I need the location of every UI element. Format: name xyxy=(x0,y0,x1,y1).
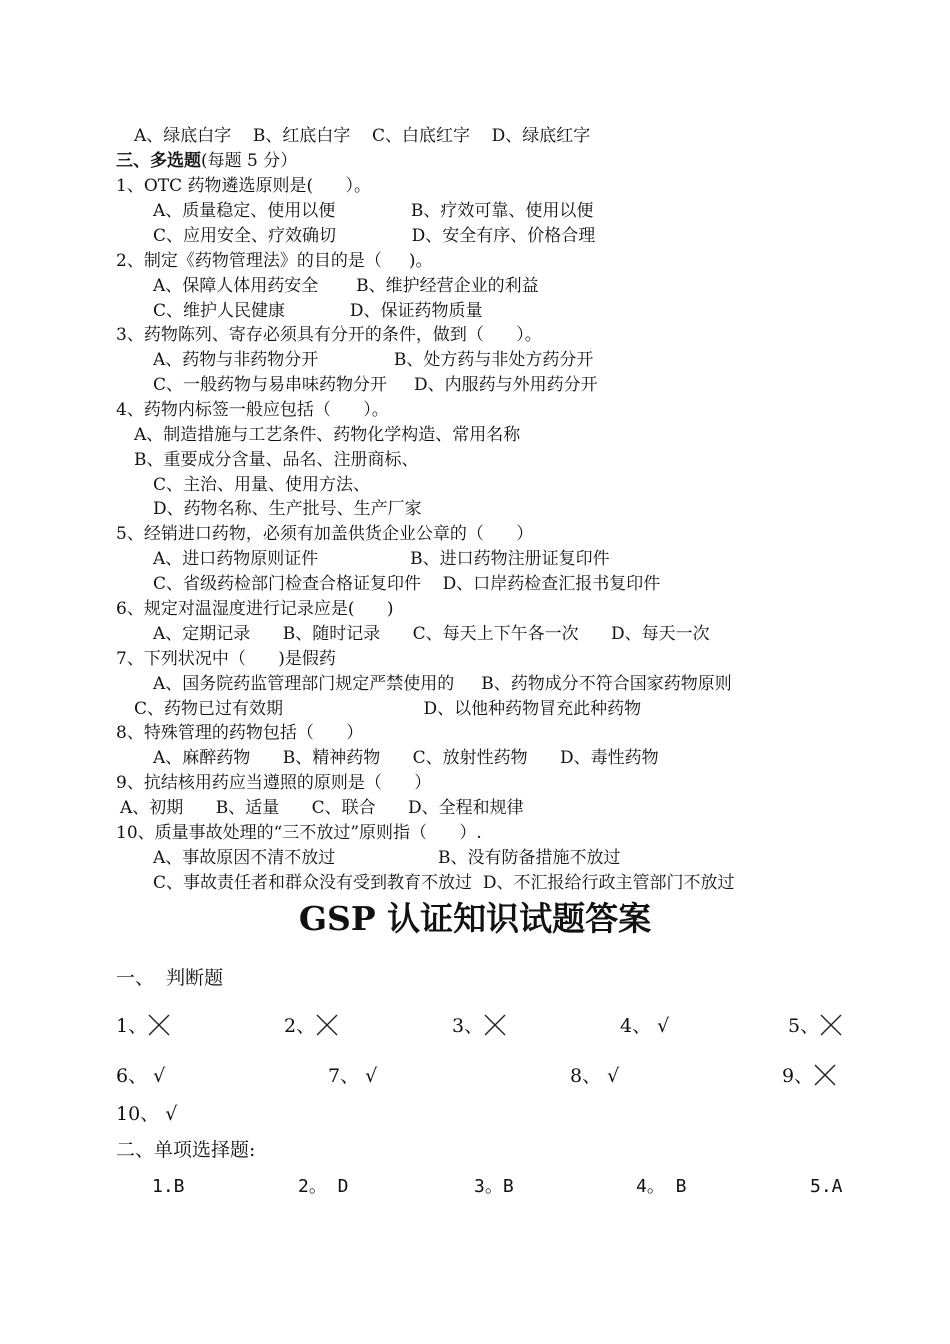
judge-answer-number: 8、 xyxy=(570,1065,608,1087)
single-answer: 5.A xyxy=(810,1176,843,1197)
judge-answer-number: 1、 xyxy=(116,1015,148,1037)
judge-answer xyxy=(782,1062,837,1090)
question-stem: 6、规定对温湿度进行记录应是( ) xyxy=(116,599,394,619)
judge-answer-number: 7、 xyxy=(328,1065,366,1087)
single-answer: 3。B xyxy=(474,1176,514,1197)
question-options: A、保障人体用药安全 B、维护经营企业的利益 xyxy=(153,276,539,296)
question-option: A、制造措施与工艺条件、药物化学构造、常用名称 xyxy=(134,425,521,445)
question-options: C、省级药检部门检查合格证复印件 D、口岸药检查汇报书复印件 xyxy=(153,574,661,594)
judge-answer-number: 2、 xyxy=(284,1015,316,1037)
question-stem: 9、抗结核用药应当遵照的原则是（ ） xyxy=(116,773,432,793)
prev-question-options: A、绿底白字 B、红底白字 C、白底红字 D、绿底红字 xyxy=(134,126,591,146)
cross-mark-icon xyxy=(483,1013,507,1037)
question-option: B、重要成分含量、品名、注册商标、 xyxy=(134,450,419,470)
question-options: C、维护人民健康 D、保证药物质量 xyxy=(153,301,483,321)
judge-answer xyxy=(116,1012,171,1040)
question-options: A、国务院药监管理部门规定严禁使用的 B、药物成分不符合国家药物原则 xyxy=(153,674,732,694)
judge-answer-number: 9、 xyxy=(782,1065,814,1087)
question-options: A、事故原因不清不放过 B、没有防备措施不放过 xyxy=(153,848,621,868)
question-options: C、药物已过有效期 D、以他种药物冒充此种药物 xyxy=(134,699,642,719)
question-options: C、事故责任者和群众没有受到教育不放过 D、不汇报给行政主管部门不放过 xyxy=(153,873,735,893)
question-options: A、药物与非药物分开 B、处方药与非处方药分开 xyxy=(153,350,594,370)
question-stem: 8、特殊管理的药物包括（ ） xyxy=(116,723,364,743)
judge-answer xyxy=(116,1100,177,1128)
cross-mark-icon xyxy=(813,1063,837,1087)
check-mark-icon: √ xyxy=(165,1103,178,1125)
judge-answer xyxy=(570,1062,619,1090)
question-options: A、定期记录 B、随时记录 C、每天上下午各一次 D、每天一次 xyxy=(153,624,710,644)
check-mark-icon: √ xyxy=(657,1015,670,1037)
judge-answer-number: 4、 xyxy=(620,1015,658,1037)
judge-answer-number: 6、 xyxy=(116,1065,154,1087)
question-options: A、初期 B、适量 C、联合 D、全程和规律 xyxy=(120,798,524,818)
judge-answer xyxy=(620,1012,669,1040)
check-mark-icon: √ xyxy=(607,1065,620,1087)
question-stem: 10、质量事故处理的“三不放过”原则指（ ）. xyxy=(116,823,482,843)
cross-mark-icon xyxy=(315,1013,339,1037)
judge-answer-number: 3、 xyxy=(452,1015,484,1037)
judge-answer xyxy=(116,1062,165,1090)
judge-answer-number: 5、 xyxy=(788,1015,820,1037)
section-title: 三、多选题 xyxy=(116,151,201,171)
single-heading: 二、单项选择题: xyxy=(116,1139,256,1161)
section-heading xyxy=(116,149,297,173)
single-answer: 4。 B xyxy=(636,1176,687,1197)
judge-heading: 一、 判断题 xyxy=(116,967,224,989)
question-options: A、质量稳定、使用以便 B、疗效可靠、使用以便 xyxy=(153,201,594,221)
single-answer: 1.B xyxy=(152,1176,185,1197)
check-mark-icon: √ xyxy=(153,1065,166,1087)
judge-answer xyxy=(284,1012,339,1040)
judge-answer xyxy=(452,1012,507,1040)
judge-answer xyxy=(328,1062,377,1090)
question-option: C、主治、用量、使用方法、 xyxy=(153,475,371,495)
question-stem: 7、下列状况中（ )是假药 xyxy=(116,649,336,669)
check-mark-icon: √ xyxy=(365,1065,378,1087)
answer-title: GSP 认证知识试题答案 xyxy=(298,899,652,938)
question-options: A、麻醉药物 B、精神药物 C、放射性药物 D、毒性药物 xyxy=(153,748,659,768)
question-stem: 1、OTC 药物遴选原则是( ）。 xyxy=(116,176,372,196)
cross-mark-icon xyxy=(819,1013,843,1037)
question-stem: 2、制定《药物管理法》的目的是（ )。 xyxy=(116,251,433,271)
single-answer: 2。 D xyxy=(298,1176,349,1197)
question-options: C、一般药物与易串味药物分开 D、内服药与外用药分开 xyxy=(153,375,598,395)
question-options: C、应用安全、疗效确切 D、安全有序、价格合理 xyxy=(153,226,596,246)
cross-mark-icon xyxy=(147,1013,171,1037)
question-stem: 3、药物陈列、寄存必须具有分开的条件，做到（ ）。 xyxy=(116,325,542,345)
question-stem: 5、经销进口药物，必须有加盖供货企业公章的（ ） xyxy=(116,524,534,544)
judge-answer-number: 10、 xyxy=(116,1103,166,1125)
question-option: D、药物名称、生产批号、生产厂家 xyxy=(153,499,422,519)
question-stem: 4、药物内标签一般应包括（ ）。 xyxy=(116,400,389,420)
section-note: (每题 5 分） xyxy=(201,151,298,171)
question-options: A、进口药物原则证件 B、进口药物注册证复印件 xyxy=(153,549,610,569)
judge-answer xyxy=(788,1012,843,1040)
